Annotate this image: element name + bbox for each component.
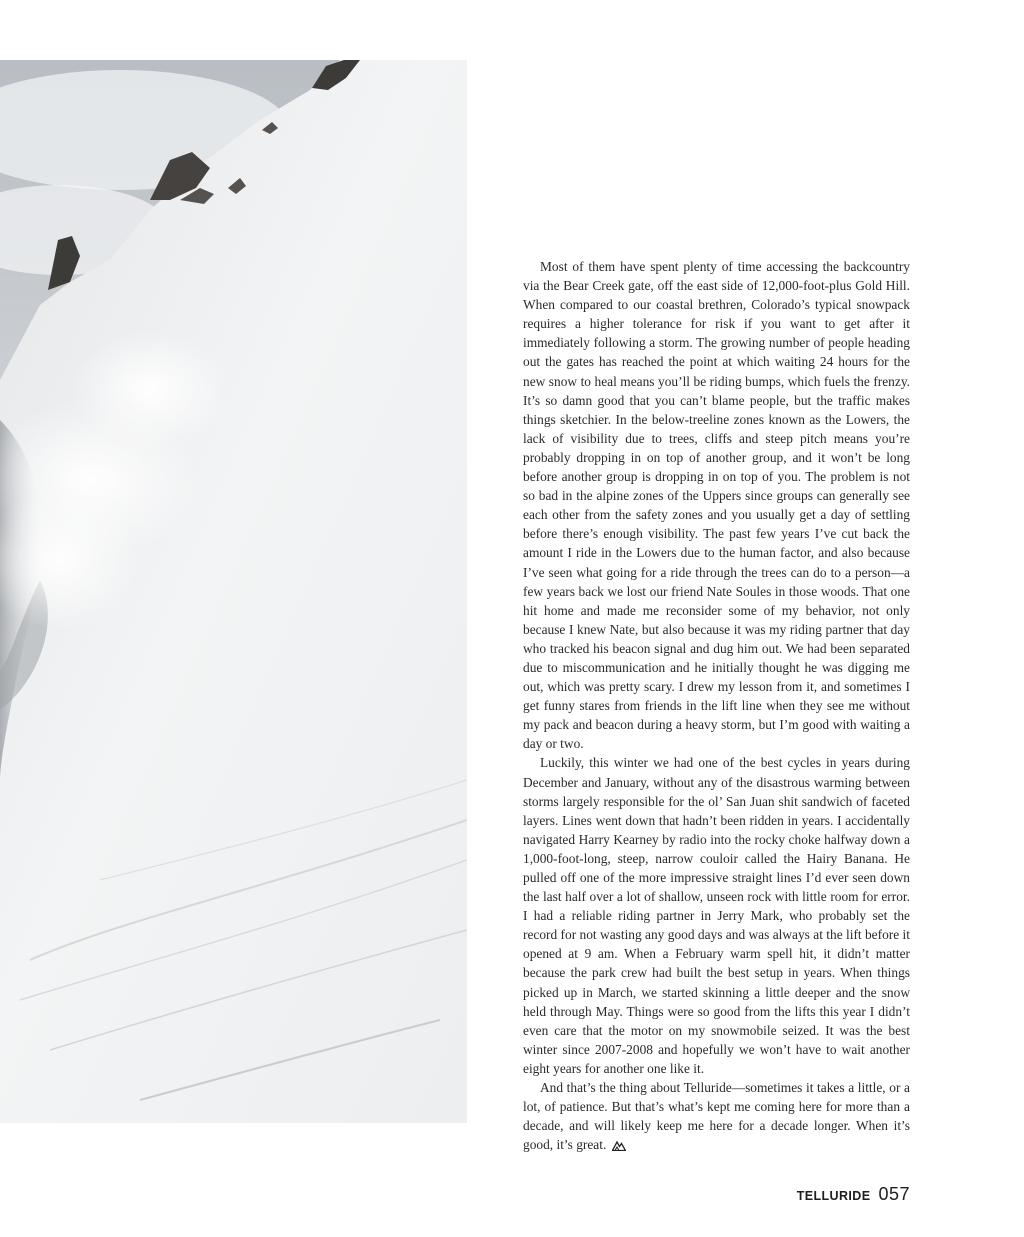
paragraph: [523, 1078, 910, 1154]
publication-name: TELLURIDE: [796, 1189, 871, 1203]
page-number: 057: [878, 1184, 910, 1204]
paragraph-text: And that’s the thing about Telluride—sometimes it takes a little, or a lot, of patience. But that’s what’s kept me coming here for more than a decade, and will likely keep me here for a decade longer. When it’s good, it’s great.: [523, 1080, 910, 1153]
article-photo: [0, 60, 467, 1123]
article-body: [523, 257, 910, 1154]
page-footer: [797, 1184, 910, 1205]
paragraph: Most of them have spent plenty of time accessing the backcountry via the Bear Creek gate, off the east side of 12,000-foot-plus Gold Hill. When compared to our coastal brethren, Colorado’s typical snowpack requires a higher tolerance for risk if you want to get after it immediately following a storm. The growing number of people heading out the gates has reached the point at which waiting 24 hours for the new snow to heal means you’ll be riding bumps, which fuels the frenzy. It’s so damn good that you can’t blame people, but the traffic makes things sketchier. In the below-treeline zones known as the Lowers, the lack of visibility due to trees, cliffs and steep pitch means you’re probably dropping in on top of another group, and it won’t be long before another group is dropping in on top of you. The problem is not so bad in the alpine zones of the Uppers since groups can generally see each other from the safety zones and you usually get a day of settling before there’s enough visibility. The past few years I’ve cut back the amount I ride in the Lowers due to the human factor, and also because I’ve seen what going for a ride through the trees can do to a person—a few years back we lost our friend Nate Soules in those woods. That one hit home and made me reconsider some of my behavior, not only because I knew Nate, but also because it was my riding partner that day who tracked his beacon signal and dug him out. We had been separated due to miscommunication and he initially thought he was digging me out, which was pretty scary. I drew my lesson from it, and sometimes I get funny stares from friends in the lift line when they see me without my pack and beacon during a heavy storm, but I’m good with waiting a day or two.: [523, 259, 910, 752]
mountain-logo-icon: [612, 1140, 626, 1151]
paragraph: Luckily, this winter we had one of the best cycles in years during December and January, without any of the disastrous warming between storms largely responsible for the ol’ San Juan shit sandwich of faceted layers. Lines went down that hadn’t been ridden in years. I accidentally navigated Harry Kearney by radio into the rocky choke halfway down a 1,000-foot-long, steep, narrow couloir called the Hairy Banana. He pulled off one of the more impressive straight lines I’d ever seen down the last half over a lot of shallow, unseen rock with little room for error. I had a reliable riding partner in Jerry Mark, who probably set the record for not wasting any good days and was always at the lift before it opened at 9 am. When a February warm spell hit, it didn’t matter because the park crew had built the best setup in years. When things picked up in March, we started skinning a little deeper and the snow held through May. Things were so good from the lifts this year I didn’t even care that the motor on my snowmobile seized. It was the best winter since 2007-2008 and hopefully we won’t have to wait another eight years for another one like it.: [523, 755, 910, 1076]
snow-slope-image: [0, 60, 467, 1123]
